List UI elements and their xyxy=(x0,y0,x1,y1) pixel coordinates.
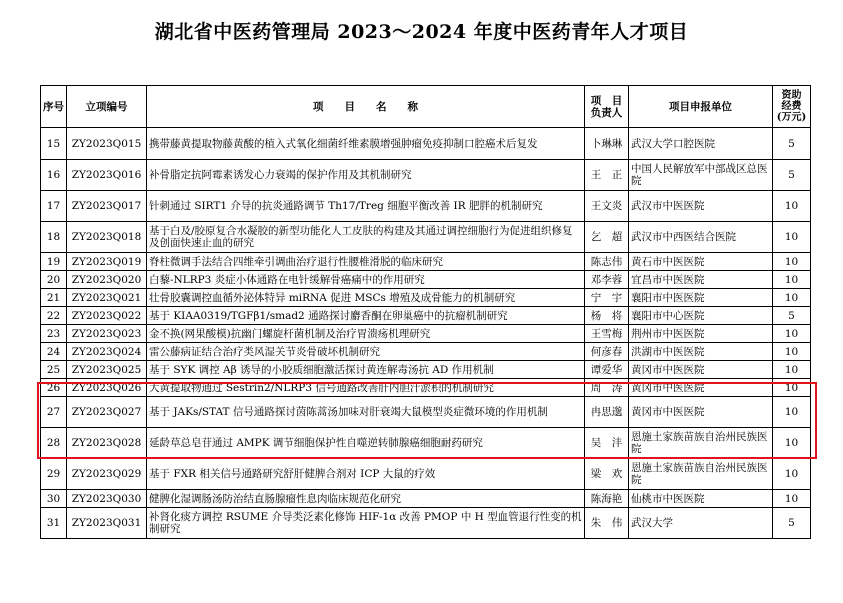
cell-code: ZY2023Q026 xyxy=(67,379,147,397)
cell-code: ZY2023Q028 xyxy=(67,428,147,459)
cell-code: ZY2023Q018 xyxy=(67,222,147,253)
cell-fund: 10 xyxy=(773,325,811,343)
cell-project-name: 基于白及/胶原复合水凝胶的新型功能化人工皮肤的构建及其通过调控细胞行为促进组织修复及创面快速止血的研究 xyxy=(147,222,585,253)
cell-person: 梁 欢 xyxy=(585,459,629,490)
cell-code: ZY2023Q020 xyxy=(67,271,147,289)
table-body xyxy=(41,128,811,539)
project-table xyxy=(40,85,811,539)
cell-person: 冉思邈 xyxy=(585,397,629,428)
cell-person: 王文炎 xyxy=(585,191,629,222)
table-row xyxy=(41,397,811,428)
table-row xyxy=(41,160,811,191)
cell-person: 陈志伟 xyxy=(585,253,629,271)
cell-person: 王雪梅 xyxy=(585,325,629,343)
cell-unit: 洪湖市中医医院 xyxy=(629,343,773,361)
cell-fund: 10 xyxy=(773,191,811,222)
cell-project-name: 基于 KIAA0319/TGFβ1/smad2 通路探讨麝香酮在卵巢癌中的抗瘤机制研究 xyxy=(147,307,585,325)
cell-no: 22 xyxy=(41,307,67,325)
table-row xyxy=(41,253,811,271)
table-row xyxy=(41,271,811,289)
table-row xyxy=(41,289,811,307)
cell-no: 16 xyxy=(41,160,67,191)
cell-unit: 恩施土家族苗族自治州民族医院 xyxy=(629,459,773,490)
cell-code: ZY2023Q024 xyxy=(67,343,147,361)
cell-person: 宁 宇 xyxy=(585,289,629,307)
table-row xyxy=(41,222,811,253)
header-no: 序号 xyxy=(41,86,67,128)
cell-project-name: 雷公藤病证结合治疗类风湿关节炎骨破坏机制研究 xyxy=(147,343,585,361)
cell-fund: 10 xyxy=(773,361,811,379)
cell-code: ZY2023Q015 xyxy=(67,128,147,160)
cell-no: 21 xyxy=(41,289,67,307)
cell-project-name: 壮骨胶囊调控血循外泌体特异 miRNA 促进 MSCs 增殖及成骨能力的机制研究 xyxy=(147,289,585,307)
cell-unit: 襄阳市中心医院 xyxy=(629,307,773,325)
cell-unit: 黄冈市中医医院 xyxy=(629,397,773,428)
cell-unit: 武汉大学 xyxy=(629,508,773,539)
cell-person: 何彦春 xyxy=(585,343,629,361)
cell-fund: 10 xyxy=(773,222,811,253)
cell-no: 17 xyxy=(41,191,67,222)
cell-project-name: 基于 FXR 相关信号通路研究舒肝健脾合剂对 ICP 大鼠的疗效 xyxy=(147,459,585,490)
cell-unit: 宜昌市中医医院 xyxy=(629,271,773,289)
header-code: 立项编号 xyxy=(67,86,147,128)
cell-project-name: 针刺通过 SIRT1 介导的抗炎通路调节 Th17/Treg 细胞平衡改善 IR 肥胖的机制研究 xyxy=(147,191,585,222)
cell-project-name: 补骨脂定抗阿霉素诱发心力衰竭的保护作用及其机制研究 xyxy=(147,160,585,191)
cell-code: ZY2023Q023 xyxy=(67,325,147,343)
header-unit: 项目申报单位 xyxy=(629,86,773,128)
cell-project-name: 携带藤黄提取物藤黄酸的植入式氧化细菌纤维素膜增强肿瘤免疫抑制口腔癌术后复发 xyxy=(147,128,585,160)
cell-person: 陈海艳 xyxy=(585,490,629,508)
cell-no: 15 xyxy=(41,128,67,160)
header-name: 项 目 名 称 xyxy=(147,86,585,128)
cell-fund: 5 xyxy=(773,508,811,539)
cell-project-name: 延龄草总皂苷通过 AMPK 调节细胞保护性自噬逆转肺腺癌细胞耐药研究 xyxy=(147,428,585,459)
cell-unit: 仙桃市中医医院 xyxy=(629,490,773,508)
cell-code: ZY2023Q031 xyxy=(67,508,147,539)
table-row xyxy=(41,459,811,490)
table-row xyxy=(41,490,811,508)
cell-person: 王 正 xyxy=(585,160,629,191)
cell-project-name: 基于 SYK 调控 Aβ 诱导的小胶质细胞激活探讨黄连解毒汤抗 AD 作用机制 xyxy=(147,361,585,379)
table-row xyxy=(41,379,811,397)
cell-project-name: 健脾化湿调肠汤防治结直肠腺瘤性息肉临床规范化研究 xyxy=(147,490,585,508)
cell-unit: 武汉大学口腔医院 xyxy=(629,128,773,160)
cell-unit: 荆州市中医医院 xyxy=(629,325,773,343)
cell-code: ZY2023Q027 xyxy=(67,397,147,428)
cell-fund: 5 xyxy=(773,128,811,160)
table-row xyxy=(41,191,811,222)
cell-unit: 黄冈市中医医院 xyxy=(629,361,773,379)
table-row xyxy=(41,325,811,343)
cell-no: 20 xyxy=(41,271,67,289)
cell-person: 谭爱华 xyxy=(585,361,629,379)
cell-fund: 10 xyxy=(773,379,811,397)
table-row xyxy=(41,508,811,539)
cell-fund: 5 xyxy=(773,160,811,191)
cell-no: 31 xyxy=(41,508,67,539)
document-title: 湖北省中医药管理局 2023～2024 年度中医药青年人才项目 xyxy=(154,21,689,43)
cell-no: 28 xyxy=(41,428,67,459)
cell-code: ZY2023Q029 xyxy=(67,459,147,490)
cell-code: ZY2023Q022 xyxy=(67,307,147,325)
cell-no: 18 xyxy=(41,222,67,253)
cell-person: 杨 将 xyxy=(585,307,629,325)
cell-no: 19 xyxy=(41,253,67,271)
cell-person: 吴 沣 xyxy=(585,428,629,459)
cell-unit: 恩施土家族苗族自治州民族医院 xyxy=(629,428,773,459)
cell-person: 邓李蓉 xyxy=(585,271,629,289)
cell-no: 24 xyxy=(41,343,67,361)
cell-project-name: 补肾化痰方调控 RSUME 介导类泛素化修饰 HIF-1α 改善 PMOP 中 H 型血管退行性变的机制研究 xyxy=(147,508,585,539)
cell-fund: 10 xyxy=(773,289,811,307)
cell-unit: 武汉市中医医院 xyxy=(629,191,773,222)
cell-no: 26 xyxy=(41,379,67,397)
cell-no: 30 xyxy=(41,490,67,508)
cell-fund: 10 xyxy=(773,459,811,490)
table-row xyxy=(41,361,811,379)
table-row xyxy=(41,343,811,361)
cell-fund: 10 xyxy=(773,490,811,508)
cell-fund: 10 xyxy=(773,428,811,459)
cell-no: 27 xyxy=(41,397,67,428)
cell-person: 乞 超 xyxy=(585,222,629,253)
cell-unit: 中国人民解放军中部战区总医院 xyxy=(629,160,773,191)
cell-unit: 黄冈市中医医院 xyxy=(629,379,773,397)
header-fund: 资助 经费 (万元) xyxy=(773,86,811,128)
cell-code: ZY2023Q019 xyxy=(67,253,147,271)
cell-project-name: 白藜-NLRP3 炎症小体通路在电针缓解骨癌痛中的作用研究 xyxy=(147,271,585,289)
cell-no: 29 xyxy=(41,459,67,490)
cell-unit: 武汉市中西医结合医院 xyxy=(629,222,773,253)
cell-fund: 5 xyxy=(773,307,811,325)
table-header-row xyxy=(41,86,811,128)
cell-fund: 10 xyxy=(773,397,811,428)
table-row xyxy=(41,128,811,160)
cell-project-name: 大黄提取物通过 Sestrin2/NLRP3 信号通路改善肝内胆汁淤积的机制研究 xyxy=(147,379,585,397)
cell-code: ZY2023Q030 xyxy=(67,490,147,508)
cell-code: ZY2023Q016 xyxy=(67,160,147,191)
cell-person: 朱 伟 xyxy=(585,508,629,539)
table-row xyxy=(41,307,811,325)
cell-project-name: 基于 JAKs/STAT 信号通路探讨茵陈蒿汤加味对肝衰竭大鼠模型炎症微环境的作用机制 xyxy=(147,397,585,428)
header-person: 项 目 负责人 xyxy=(585,86,629,128)
cell-fund: 10 xyxy=(773,253,811,271)
cell-code: ZY2023Q017 xyxy=(67,191,147,222)
cell-unit: 黄石市中医医院 xyxy=(629,253,773,271)
table-row xyxy=(41,428,811,459)
cell-project-name: 脊柱微调手法结合四维牵引调曲治疗退行性腰椎滑脱的临床研究 xyxy=(147,253,585,271)
cell-person: 周 涛 xyxy=(585,379,629,397)
cell-person: 卜琳琳 xyxy=(585,128,629,160)
cell-unit: 襄阳市中医医院 xyxy=(629,289,773,307)
cell-code: ZY2023Q025 xyxy=(67,361,147,379)
cell-fund: 10 xyxy=(773,271,811,289)
cell-code: ZY2023Q021 xyxy=(67,289,147,307)
cell-fund: 10 xyxy=(773,343,811,361)
cell-project-name: 金不换(网果酸模)抗幽门螺旋杆菌机制及治疗胃溃疡机理研究 xyxy=(147,325,585,343)
cell-no: 23 xyxy=(41,325,67,343)
cell-no: 25 xyxy=(41,361,67,379)
